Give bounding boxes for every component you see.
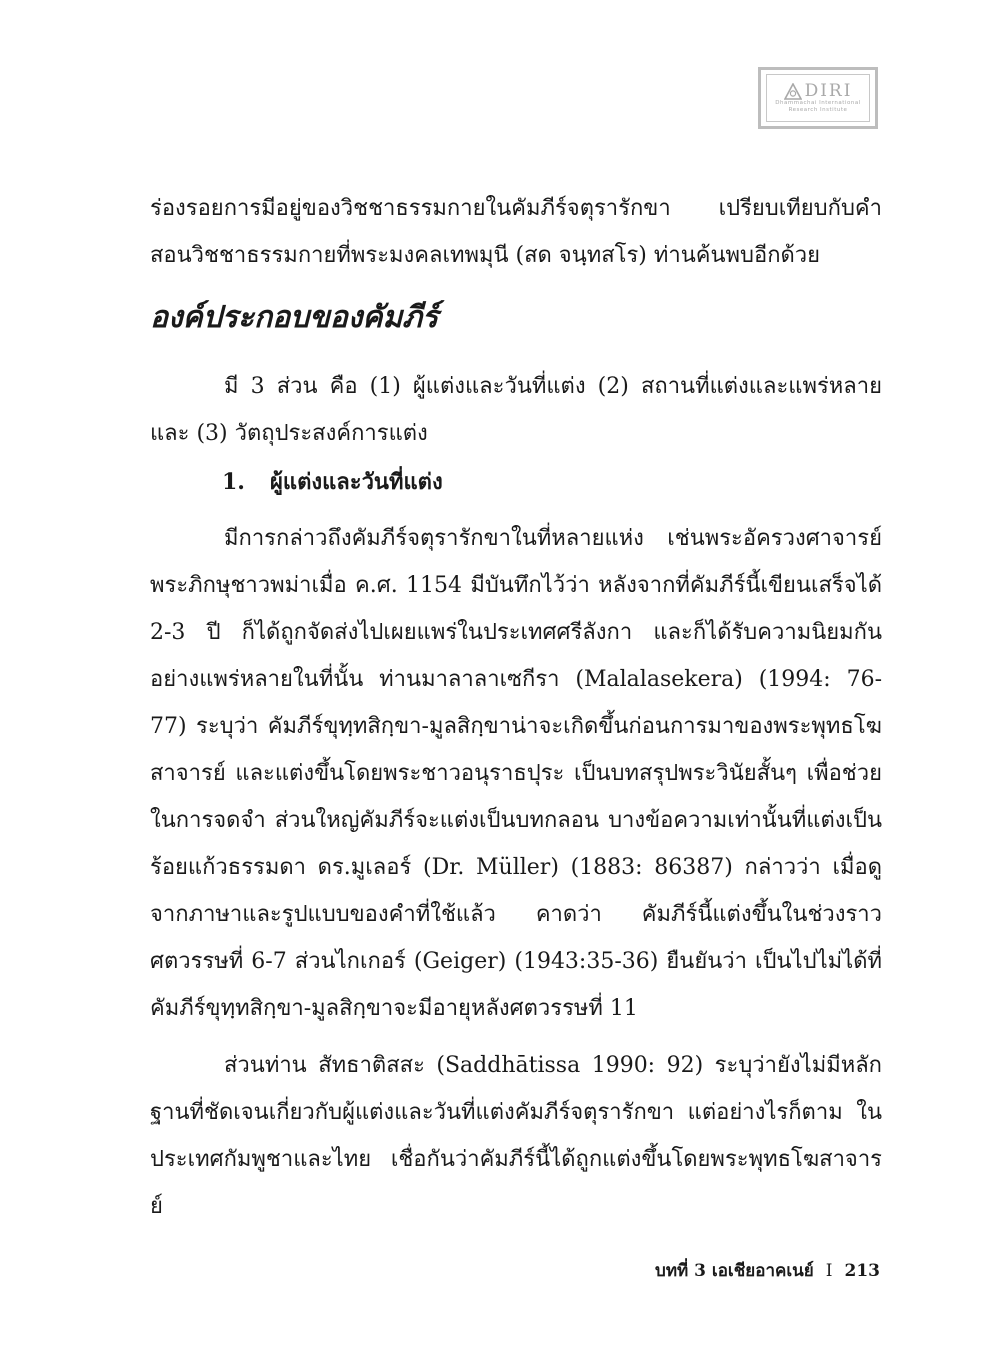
logo-subtitle-line2: Research Institute — [788, 106, 848, 113]
intro-paragraph: ร่องรอยการมีอยู่ของวิชชาธรรมกายในคัมภีร์จตุรารักขา เปรียบเทียบกับคำสอนวิชชาธรรมกายที่พระมงคลเทพมุนี (สด จนฺทสโร) ท่านค้นพบอีกด้วย — [150, 196, 882, 268]
section-heading: องค์ประกอบของคัมภีร์ — [150, 300, 439, 335]
diri-logo — [758, 67, 878, 129]
section-intro-paragraph: มี 3 ส่วน คือ (1) ผู้แต่งและวันที่แต่ง (2) สถานที่แต่งและแพร่หลาย และ (3) วัตถุประสงค์การแต่ง — [150, 374, 882, 446]
page-number: 213 — [844, 1261, 880, 1281]
page-content — [150, 185, 882, 1230]
triangle-emblem-icon — [784, 83, 802, 100]
footer-separator: I — [825, 1261, 833, 1281]
body-paragraph: ส่วนท่าน สัทธาติสสะ (Saddhātissa 1990: 92) ระบุว่ายังไม่มีหลักฐานที่ชัดเจนเกี่ยวกับผู้แต่งและวันที่แต่งคัมภีร์จตุรารักขา แต่อย่างไรก็ตาม ในประเทศกัมพูชาและไทย เชื่อกันว่าคัมภีร์นี้ได้ถูกแต่งขึ้นโดยพระพุทธโฆสาจารย์ — [150, 1053, 882, 1219]
logo-frame — [766, 74, 870, 122]
chapter-title: บทที่ 3 เอเชียอาคเนย์ — [655, 1261, 814, 1281]
body-paragraph: มีการกล่าวถึงคัมภีร์จตุรารักขาในที่หลายแห่ง เช่นพระอัครวงศาจารย์ พระภิกษุชาวพม่าเมื่อ ค.ศ. 1154 มีบันทึกไว้ว่า หลังจากที่คัมภีร์นี้เขียนเสร็จได้ 2-3 ปี ก็ได้ถูกจัดส่งไปเผยแพร่ในประเทศศรีลังกา และก็ได้รับความนิยมกันอย่างแพร่หลายในที่นั้น ท่านมาลาลาเซกีรา (Malalasekera) (1994: 76-77) ระบุว่า คัมภีร์ขุทฺทสิกฺขา-มูลสิกฺขาน่าจะเกิดขึ้นก่อนการมาของพระพุทธโฆสาจารย์ และแต่งขึ้นโดยพระชาวอนุราธปุระ เป็นบทสรุปพระวินัยสั้นๆ เพื่อช่วยในการจดจำ ส่วนใหญ่คัมภีร์จะแต่งเป็นบทกลอน บางข้อความเท่านั้นที่แต่งเป็นร้อยแก้วธรรมดา ดร.มูเลอร์ (Dr. Müller) (1883: 86387) กล่าวว่า เมื่อดูจากภาษาและรูปแบบของคำที่ใช้แล้ว คาดว่า คัมภีร์นี้แต่งขึ้นในช่วงราวศตวรรษที่ 6-7 ส่วนไกเกอร์ (Geiger) (1943:35-36) ยืนยันว่า เป็นไปไม่ได้ที่คัมภีร์ขุทฺทสิกฺขา-มูลสิกฺขาจะมีอายุหลังศตวรรษที่ 11 — [150, 526, 882, 1021]
subsection-title: ผู้แต่งและวันที่แต่ง — [270, 469, 443, 495]
page-footer — [655, 1257, 880, 1284]
logo-subtitle-line1: Dhammachai International — [775, 100, 861, 107]
subsection-heading — [150, 457, 882, 507]
subsection-number: 1. — [222, 469, 245, 495]
logo-text: DIRI — [804, 81, 853, 102]
logo-top-row — [784, 83, 853, 100]
